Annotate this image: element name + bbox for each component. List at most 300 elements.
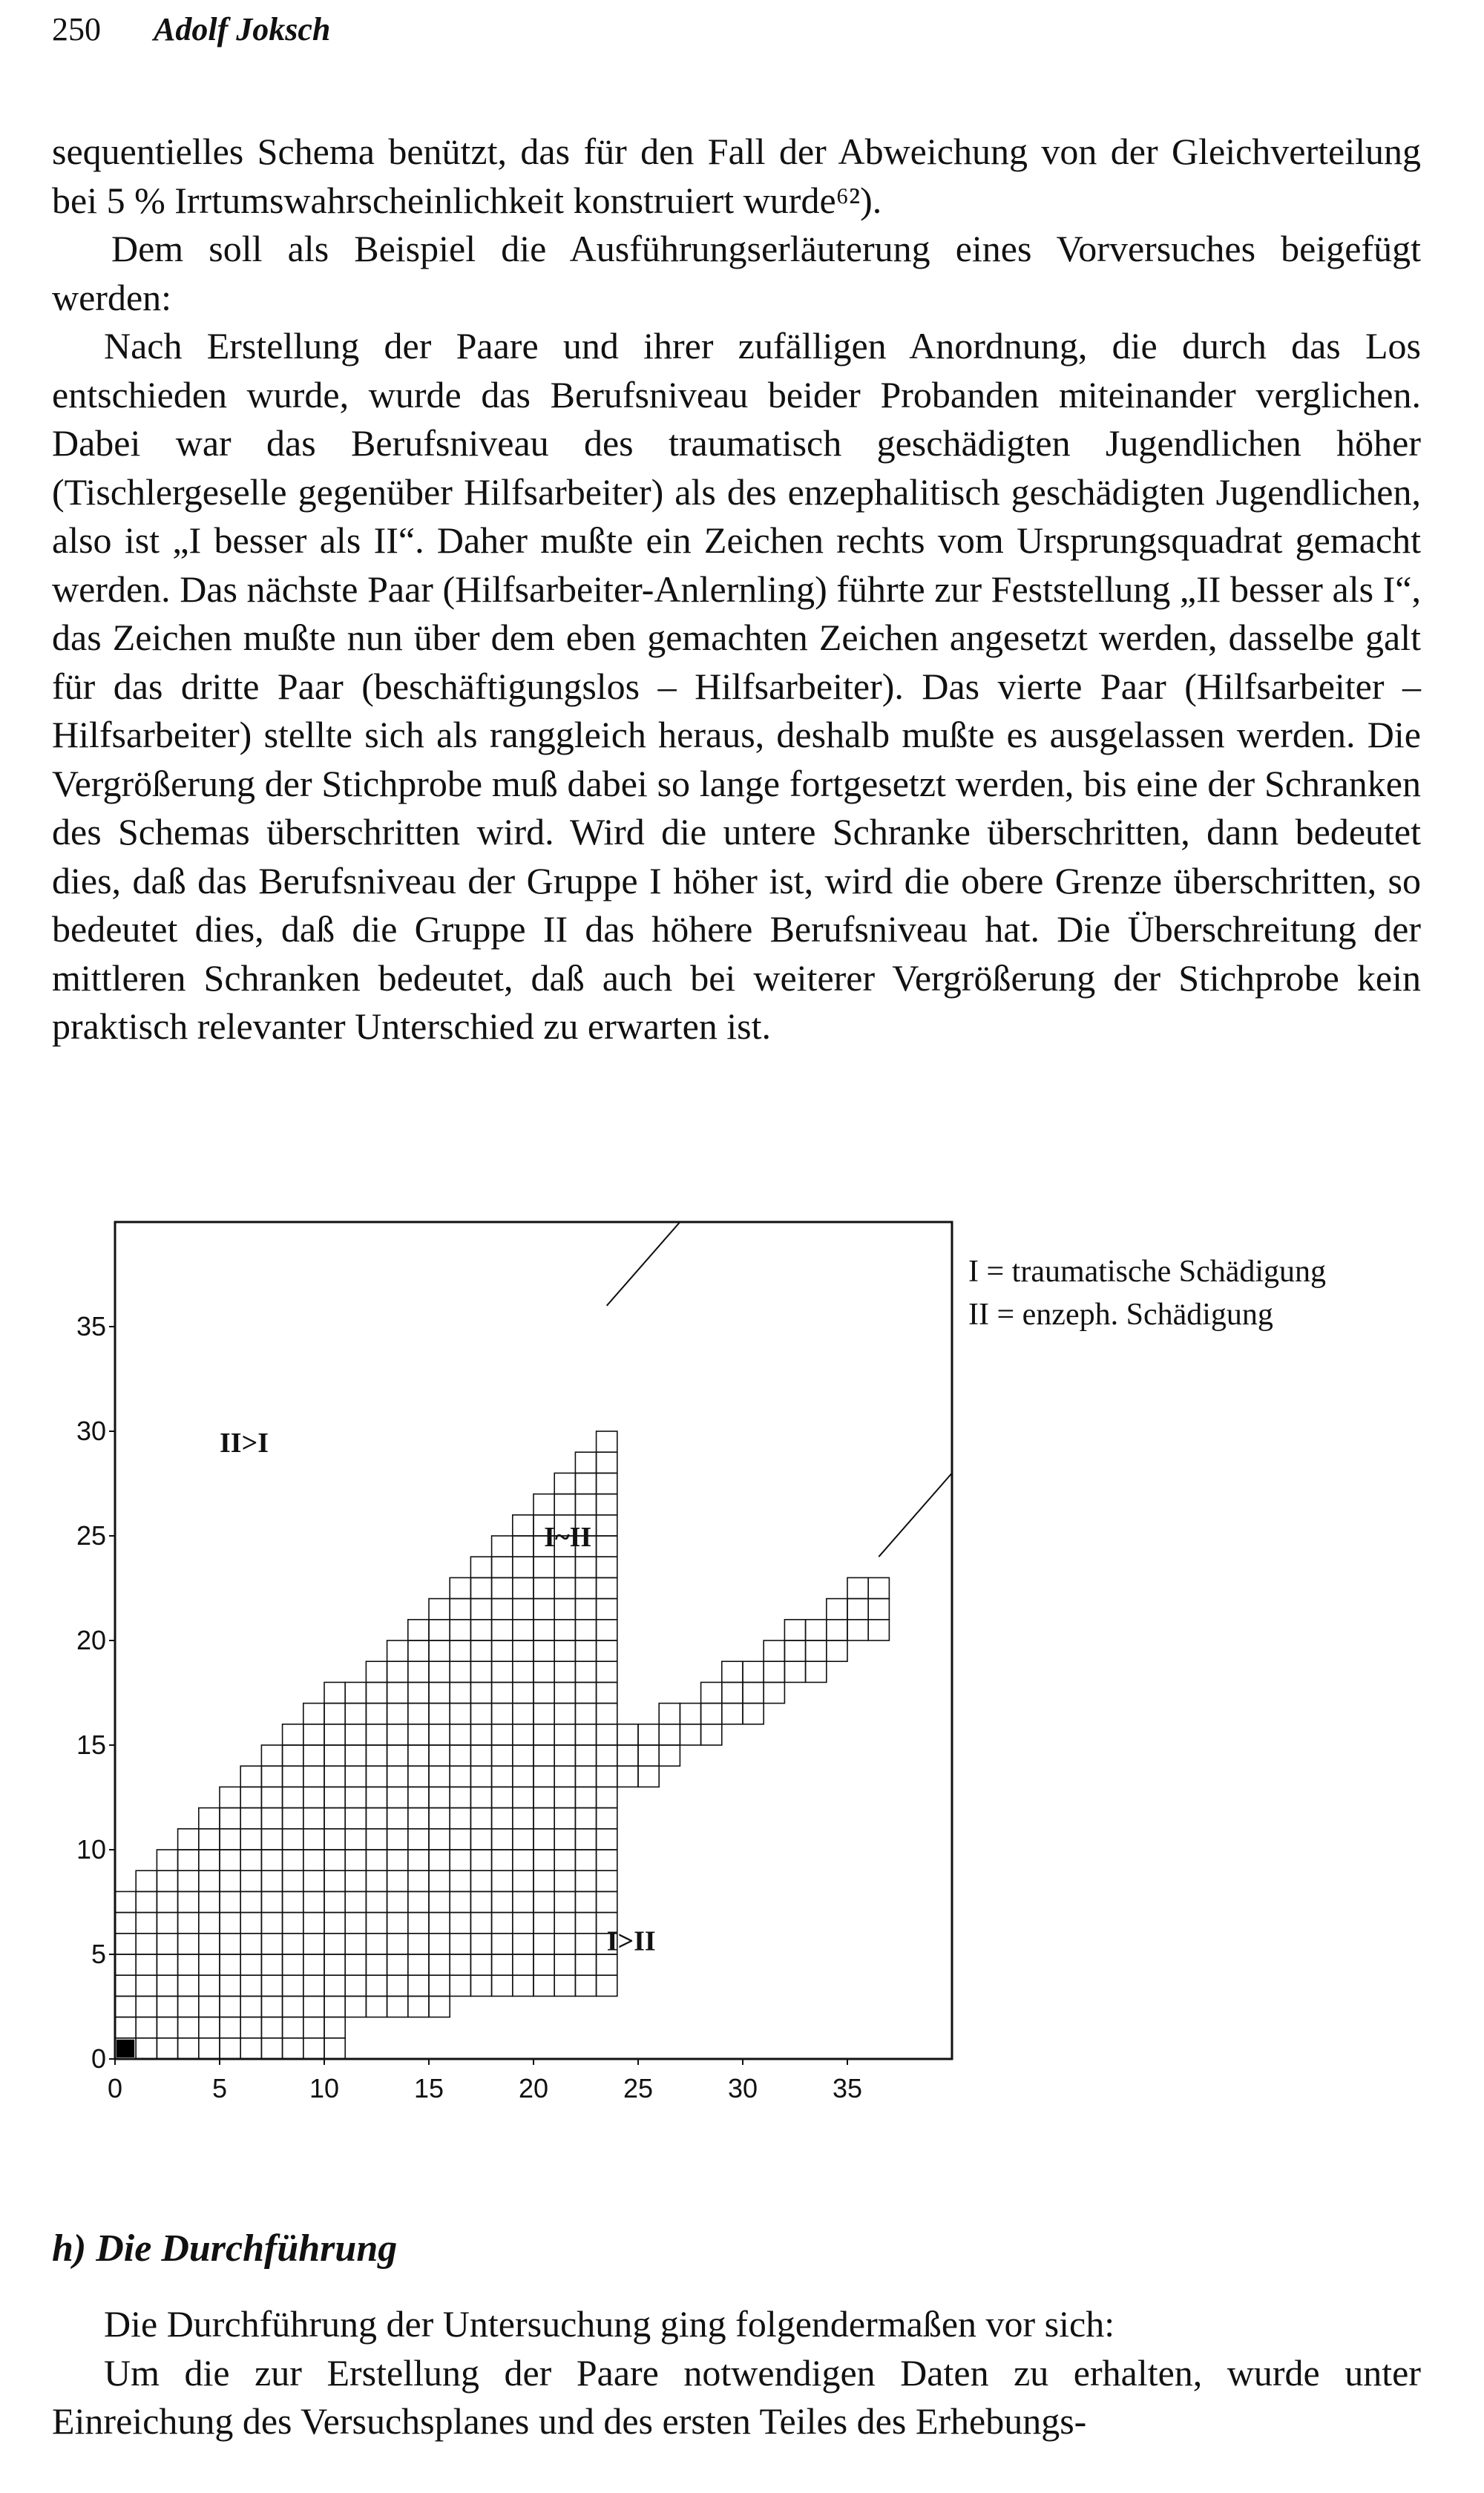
grid-cell	[178, 1954, 199, 1975]
grid-cell	[827, 1620, 847, 1640]
grid-cell	[470, 1787, 491, 1807]
grid-cell	[470, 1850, 491, 1870]
grid-cell	[450, 1891, 470, 1912]
grid-cell	[408, 1934, 429, 1954]
grid-cell	[157, 1913, 177, 1934]
grid-cell	[366, 1724, 387, 1745]
grid-cell	[408, 1954, 429, 1975]
page-number: 250	[52, 11, 101, 47]
grid-cell	[283, 1787, 303, 1807]
grid-cell	[240, 2038, 261, 2059]
grid-cell	[220, 1787, 240, 1807]
grid-cell	[366, 1682, 387, 1703]
grid-cell	[533, 1640, 554, 1661]
grid-cell	[220, 1850, 240, 1870]
grid-cell	[554, 1745, 575, 1766]
grid-cell	[764, 1682, 784, 1703]
grid-cell	[115, 1891, 136, 1912]
grid-cell	[575, 1452, 596, 1473]
grid-cell	[324, 1829, 345, 1850]
section-heading: h) Die Durchführung	[52, 2227, 398, 2270]
grid-cell	[387, 1891, 408, 1912]
grid-cell	[513, 1975, 533, 1996]
grid-cell	[240, 1891, 261, 1912]
grid-cell	[429, 1913, 450, 1934]
grid-cell	[554, 1620, 575, 1640]
grid-cell	[554, 1640, 575, 1661]
grid-cell	[597, 1787, 617, 1807]
grid-cell	[261, 1870, 282, 1891]
grid-cell	[345, 1870, 366, 1891]
grid-cell	[157, 2017, 177, 2038]
x-tick-label: 15	[413, 2073, 444, 2103]
grid-cell	[345, 1954, 366, 1975]
y-tick-label: 0	[91, 2043, 106, 2074]
grid-cell	[597, 1808, 617, 1829]
grid-cell	[533, 1913, 554, 1934]
grid-cell	[324, 1891, 345, 1912]
grid-cell	[345, 1704, 366, 1724]
grid-cell	[554, 1682, 575, 1703]
grid-cell	[533, 1494, 554, 1515]
grid-cell	[220, 1808, 240, 1829]
grid-cell	[575, 1870, 596, 1891]
grid-cell	[575, 1494, 596, 1515]
grid-cell	[492, 1577, 513, 1598]
grid-cell	[450, 1620, 470, 1640]
grid-cell	[303, 1745, 324, 1766]
grid-cell	[387, 1704, 408, 1724]
grid-cell	[450, 1704, 470, 1724]
grid-cell	[659, 1704, 680, 1724]
grid-cell	[220, 2038, 240, 2059]
grid-cell	[387, 1829, 408, 1850]
grid-cell	[617, 1745, 638, 1766]
body-text-bottom	[52, 2300, 1421, 2446]
grid-cell	[429, 1850, 450, 1870]
grid-cell	[764, 1640, 784, 1661]
grid-cell	[492, 1975, 513, 1996]
grid-cell	[283, 1996, 303, 2017]
grid-cell	[492, 1913, 513, 1934]
grid-cell	[240, 1808, 261, 1829]
grid-cell	[324, 1766, 345, 1787]
grid-cell	[199, 2017, 220, 2038]
grid-cell	[220, 1996, 240, 2017]
grid-cell	[387, 1954, 408, 1975]
grid-cell	[513, 1536, 533, 1557]
grid-cell	[847, 1620, 868, 1640]
grid-cell	[575, 1829, 596, 1850]
grid-cell	[492, 1536, 513, 1557]
grid-cell	[575, 1850, 596, 1870]
grid-cell	[533, 1724, 554, 1745]
grid-cell	[157, 1954, 177, 1975]
grid-cell	[199, 1954, 220, 1975]
grid-cell	[450, 1954, 470, 1975]
grid-cell	[533, 1661, 554, 1682]
grid-cell	[533, 1975, 554, 1996]
grid-cell	[554, 1473, 575, 1494]
grid-cell	[199, 1975, 220, 1996]
x-tick-label: 35	[832, 2073, 863, 2103]
grid-cell	[199, 1808, 220, 1829]
y-tick-label: 10	[76, 1834, 106, 1865]
grid-cell	[157, 1996, 177, 2017]
grid-cell	[575, 1577, 596, 1598]
grid-cell	[554, 1599, 575, 1620]
grid-cell	[470, 1870, 491, 1891]
grid-cell	[847, 1599, 868, 1620]
grid-cell	[617, 1724, 638, 1745]
grid-cell	[387, 1975, 408, 1996]
grid-cell	[554, 1766, 575, 1787]
grid-cell	[240, 2017, 261, 2038]
grid-cell	[324, 1787, 345, 1807]
grid-cell	[701, 1704, 722, 1724]
x-tick-label: 20	[518, 2073, 549, 2103]
grid-cell	[492, 1724, 513, 1745]
grid-cell	[554, 1850, 575, 1870]
grid-cell	[366, 1787, 387, 1807]
grid-cell	[136, 1934, 157, 1954]
grid-cell	[597, 1431, 617, 1452]
grid-cell	[429, 1829, 450, 1850]
grid-cell	[261, 1913, 282, 1934]
grid-cell	[554, 1661, 575, 1682]
grid-cell	[345, 1787, 366, 1807]
grid-cell	[115, 1954, 136, 1975]
grid-cell	[261, 1808, 282, 1829]
grid-cell	[283, 1975, 303, 1996]
grid-cell	[575, 1745, 596, 1766]
grid-cell	[868, 1599, 889, 1620]
grid-cell	[554, 1557, 575, 1577]
grid-cell	[513, 1724, 533, 1745]
grid-cell	[178, 1934, 199, 1954]
grid-cell	[220, 2017, 240, 2038]
grid-cell	[220, 1934, 240, 1954]
grid-cell	[450, 1787, 470, 1807]
grid-cell	[199, 1913, 220, 1934]
grid-cell	[157, 1975, 177, 1996]
grid-cell	[408, 1620, 429, 1640]
grid-cell	[429, 1808, 450, 1829]
grid-cell	[429, 1640, 450, 1661]
grid-cell	[303, 1913, 324, 1934]
grid-cell	[240, 1870, 261, 1891]
paragraph: Um die zur Erstellung der Paare notwendigen Daten zu erhalten, wurde unter Einreichung des Versuchsplanes und des ersten Teiles des Erhebungs-	[52, 2351, 1421, 2442]
grid-cell	[157, 1934, 177, 1954]
grid-cell	[303, 1808, 324, 1829]
grid-cell	[283, 2038, 303, 2059]
grid-cell	[345, 1891, 366, 1912]
grid-cell	[178, 2017, 199, 2038]
grid-cell	[303, 1850, 324, 1870]
grid-cell	[470, 1808, 491, 1829]
grid-cell	[178, 1870, 199, 1891]
grid-cell	[324, 1850, 345, 1870]
grid-cell	[743, 1704, 764, 1724]
grid-cell	[492, 1620, 513, 1640]
y-tick-label: 15	[76, 1730, 106, 1760]
running-author: Adolf Joksch	[154, 11, 331, 47]
grid-cell	[470, 1891, 491, 1912]
grid-cell	[575, 1724, 596, 1745]
grid-cell	[784, 1640, 805, 1661]
grid-cell	[764, 1661, 784, 1682]
grid-cell	[136, 1996, 157, 2017]
grid-cell	[261, 2038, 282, 2059]
grid-cell	[680, 1704, 700, 1724]
grid-cell	[722, 1661, 743, 1682]
grid-cell	[408, 1682, 429, 1703]
grid-cell	[136, 1954, 157, 1975]
grid-cell	[470, 1975, 491, 1996]
grid-cell	[429, 1704, 450, 1724]
grid-cell	[533, 1682, 554, 1703]
grid-cell	[659, 1724, 680, 1745]
sequential-schema-plot	[45, 1217, 1009, 2181]
grid-cell	[533, 1808, 554, 1829]
grid-cell	[533, 1745, 554, 1766]
grid-cell	[240, 1913, 261, 1934]
grid-cell	[178, 1913, 199, 1934]
grid-cell	[513, 1557, 533, 1577]
sequential-schema-figure	[45, 1217, 1454, 2181]
grid-cell	[387, 1724, 408, 1745]
grid-cell	[429, 1620, 450, 1640]
grid-cell	[450, 1934, 470, 1954]
grid-cell	[366, 1975, 387, 1996]
region-label-lower: I>II	[606, 1925, 656, 1957]
grid-cell	[178, 1975, 199, 1996]
grid-cell	[324, 1913, 345, 1934]
grid-cell	[408, 1766, 429, 1787]
grid-cell	[513, 1682, 533, 1703]
grid-cell	[533, 1870, 554, 1891]
grid-cell	[450, 1975, 470, 1996]
grid-cell	[283, 1954, 303, 1975]
grid-cell	[492, 1599, 513, 1620]
region-label-upper: II>I	[220, 1428, 269, 1459]
grid-cell	[199, 1829, 220, 1850]
grid-cell	[470, 1620, 491, 1640]
grid-cell	[597, 1829, 617, 1850]
grid-cell	[597, 1661, 617, 1682]
grid-cell	[387, 1682, 408, 1703]
grid-cell	[366, 1954, 387, 1975]
grid-cell	[554, 1704, 575, 1724]
grid-cell	[240, 1787, 261, 1807]
grid-cell	[240, 1829, 261, 1850]
grid-cell	[283, 1745, 303, 1766]
grid-cell	[554, 1724, 575, 1745]
grid-cell	[450, 1829, 470, 1850]
grid-cell	[261, 1975, 282, 1996]
grid-cell	[638, 1766, 659, 1787]
grid-cell	[345, 1850, 366, 1870]
grid-cell	[533, 1620, 554, 1640]
grid-cell	[261, 1891, 282, 1912]
grid-cell	[303, 1996, 324, 2017]
paragraph: Die Durchführung der Untersuchung ging folgendermaßen vor sich:	[104, 2303, 1115, 2345]
grid-cell	[303, 1870, 324, 1891]
grid-cell	[575, 1661, 596, 1682]
grid-cell	[513, 1891, 533, 1912]
grid-cell	[513, 1704, 533, 1724]
y-tick-label: 30	[76, 1416, 106, 1446]
paragraph: Nach Erstellung der Paare und ihrer zufälligen Anordnung, die durch das Los entschieden wurde, wurde das Berufsniveau beider Probanden miteinander verglichen. Dabei war das Berufsniveau des traumatisch geschädigten Jugendlichen höher (Tischlergeselle gegenüber Hilfsarbeiter) als des enzephalitisch geschädigten Jugendlichen, also ist „I besser als II“. Daher mußte ein Zeichen rechts vom Ursprungsquadrat gemacht werden. Das nächste Paar (Hilfsarbeiter-Anlernling) führte zur Feststellung „II besser als I“, das Zeichen mußte nun über dem eben gemachten Zeichen angesetzt werden, dasselbe galt für das dritte Paar (beschäftigungslos – Hilfsarbeiter). Das vierte Paar (Hilfsarbeiter – Hilfsarbeiter) stellte sich als ranggleich heraus, deshalb mußte es ausgelassen werden. Die Vergrößerung der Stichprobe muß dabei so lange fortgesetzt werden, bis eine der Schranken des Schemas überschritten wird. Wird die untere Schranke überschritten, dann bedeutet dies, daß das Berufsniveau der Gruppe I höher ist, wird die obere Grenze überschritten, so bedeutet dies, daß die Gruppe II das höhere Berufsniveau hat. Die Überschreitung der mittleren Schranken bedeutet, daß auch bei weiterer Vergrößerung der Stichprobe kein praktisch relevanter Unterschied zu erwarten ist.	[52, 325, 1421, 1047]
grid-cell	[387, 1787, 408, 1807]
grid-cell	[408, 1640, 429, 1661]
grid-cell	[597, 1975, 617, 1996]
grid-cell	[345, 1808, 366, 1829]
grid-cell	[199, 1996, 220, 2017]
grid-cell	[429, 1682, 450, 1703]
grid-cell	[408, 1724, 429, 1745]
grid-cell	[240, 1850, 261, 1870]
grid-cell	[136, 2038, 157, 2059]
grid-cell	[408, 1996, 429, 2017]
grid-cell	[513, 1870, 533, 1891]
grid-cell	[597, 1850, 617, 1870]
grid-cell	[387, 1996, 408, 2017]
grid-cell	[492, 1934, 513, 1954]
grid-cell	[806, 1661, 827, 1682]
y-tick-label: 35	[76, 1311, 106, 1341]
grid-cell	[240, 1766, 261, 1787]
grid-cell	[387, 1640, 408, 1661]
grid-cell	[575, 1640, 596, 1661]
grid-cell	[157, 2038, 177, 2059]
grid-cell	[533, 1557, 554, 1577]
grid-cell	[868, 1577, 889, 1598]
grid-cell	[847, 1577, 868, 1598]
grid-cell	[366, 1913, 387, 1934]
body-text-top	[52, 128, 1421, 1051]
grid-cell	[178, 1996, 199, 2017]
grid-cell	[303, 2038, 324, 2059]
grid-cell	[220, 1954, 240, 1975]
grid-cell	[261, 2017, 282, 2038]
grid-cell	[638, 1745, 659, 1766]
grid-cell	[387, 1766, 408, 1787]
grid-cell	[492, 1704, 513, 1724]
grid-cell	[240, 1954, 261, 1975]
grid-cell	[303, 1954, 324, 1975]
grid-cell	[324, 1724, 345, 1745]
grid-cell	[115, 1975, 136, 1996]
grid-cell	[597, 1515, 617, 1536]
grid-cell	[575, 1557, 596, 1577]
grid-cell	[450, 1599, 470, 1620]
grid-cell	[575, 1473, 596, 1494]
grid-cell	[450, 1850, 470, 1870]
grid-cell	[597, 1536, 617, 1557]
grid-cell	[387, 1913, 408, 1934]
grid-cell	[387, 1870, 408, 1891]
grid-cell	[261, 1934, 282, 1954]
grid-cell	[387, 1934, 408, 1954]
grid-cell	[408, 1913, 429, 1934]
grid-cell	[115, 1913, 136, 1934]
y-tick-label: 5	[91, 1939, 106, 1969]
grid-cell	[513, 1766, 533, 1787]
grid-cell	[470, 1829, 491, 1850]
grid-cell	[115, 1996, 136, 2017]
grid-cell	[597, 1577, 617, 1598]
grid-cell	[533, 1954, 554, 1975]
grid-cell	[178, 1850, 199, 1870]
grid-cell	[638, 1724, 659, 1745]
grid-cell	[283, 1850, 303, 1870]
grid-cell	[450, 1577, 470, 1598]
grid-cell	[324, 2038, 345, 2059]
grid-cell	[470, 1745, 491, 1766]
grid-cell	[324, 1996, 345, 2017]
grid-cell	[597, 1599, 617, 1620]
grid-cell	[450, 1724, 470, 1745]
grid-cell	[366, 1850, 387, 1870]
x-tick-label: 10	[309, 2073, 340, 2103]
grid-cell	[157, 1891, 177, 1912]
grid-cell	[492, 1640, 513, 1661]
grid-cell	[408, 1661, 429, 1682]
grid-cell	[492, 1829, 513, 1850]
grid-cell	[157, 1870, 177, 1891]
grid-cell	[513, 1515, 533, 1536]
grid-cell	[575, 1934, 596, 1954]
grid-cell	[429, 1661, 450, 1682]
grid-cell	[575, 1808, 596, 1829]
grid-cell	[597, 1620, 617, 1640]
grid-cell	[345, 1934, 366, 1954]
grid-cell	[366, 1766, 387, 1787]
grid-cell	[743, 1682, 764, 1703]
grid-cell	[366, 1996, 387, 2017]
grid-cell	[324, 2017, 345, 2038]
grid-cell	[303, 1934, 324, 1954]
grid-cell	[492, 1682, 513, 1703]
grid-cell	[450, 1745, 470, 1766]
grid-cell	[597, 1954, 617, 1975]
grid-cell	[470, 1599, 491, 1620]
grid-cell	[513, 1577, 533, 1598]
grid-cell	[470, 1934, 491, 1954]
grid-cell	[345, 1745, 366, 1766]
grid-cell	[470, 1661, 491, 1682]
grid-cell	[324, 1808, 345, 1829]
grid-cell	[533, 1891, 554, 1912]
grid-cell	[597, 1724, 617, 1745]
grid-cell	[324, 1682, 345, 1703]
upper-boundary-line	[607, 1222, 680, 1306]
grid-cell	[366, 1870, 387, 1891]
grid-cell	[283, 1808, 303, 1829]
grid-cell	[806, 1620, 827, 1640]
grid-cell	[492, 1661, 513, 1682]
grid-cell	[283, 1724, 303, 1745]
grid-cell	[324, 1870, 345, 1891]
grid-cell	[220, 1975, 240, 1996]
grid-cell	[429, 1954, 450, 1975]
grid-cell	[283, 1934, 303, 1954]
grid-cell	[240, 1934, 261, 1954]
grid-cell	[554, 1975, 575, 1996]
grid-cell	[387, 1745, 408, 1766]
grid-cell	[470, 1577, 491, 1598]
